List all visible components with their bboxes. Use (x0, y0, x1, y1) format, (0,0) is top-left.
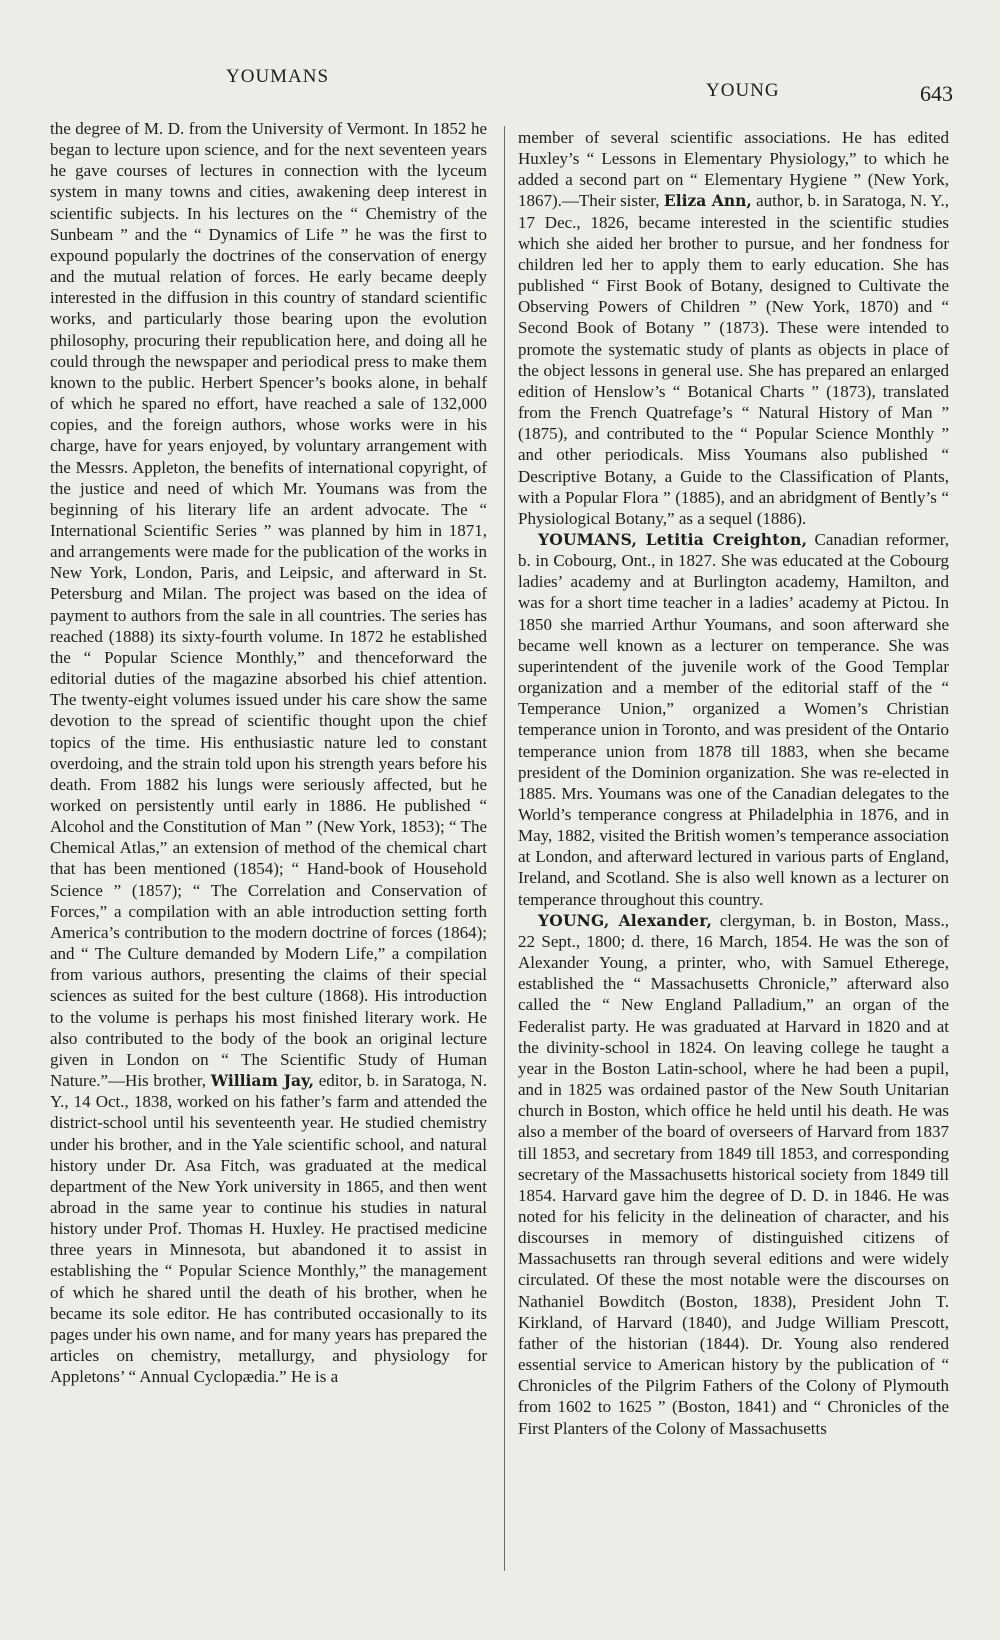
entry-text: author, b. in Saratoga, N. Y., 17 Dec., 1826, became interested in the scientific studies which she aided her brother to pursue, and her fondness for children led her to apply them to early education. She has published “ First Book of Botany, designed to Cultivate the Observing Powers of Children ” (New York, 1870) and “ Second Book of Botany ” (1873). These were intended to promote the systematic study of plants as objects in place of the object lessons in general use. She has prepared an enlarged edition of Henslow’s “ Botanical Charts ” (1873), translated from the French Quatrefage’s “ Natural History of Man ” (1875), and contributed to the “ Popular Science Monthly ” and other periodicals. Miss Youmans also published “ Descriptive Botany, a Guide to the Classification of Plants, with a Popular Flora ” (1885), and an abridgment of Bently’s “ Physiological Botany,” as a sequel (1886). (518, 191, 949, 528)
entry-text: member of several scientific associations. He has edited Huxley’s “ Lessons in Elementary Physiology,” to which he added a second part on “ Elementary Hygiene ” (New York, 1867).—Their sister, (518, 128, 949, 211)
entry-headword: YOUNG, Alexander, (538, 910, 713, 930)
running-head-right: YOUNG (706, 80, 780, 101)
page-header (0, 66, 1000, 106)
entry-text: the degree of M. D. from the University of Vermont. In 1852 he began to lecture upon science, and for the next seventeen years he gave courses of lectures in connection with the lyceum system in many towns and cities, awakening deep interest in scientific subjects. In his lectures on the “ Chemistry of the Sunbeam ” and the “ Dynamics of Life ” he was the first to expound popularly the doctrines of the conservation of energy and the mutual relation of forces. He early became deeply interested in the diffusion in this country of standard scientific works, and particularly those bearing upon the evolution philosophy, procuring their republication here, and doing all he could through the newspaper and periodical press to make them known to the public. Herbert Spencer’s books alone, in behalf of which he spared no effort, have reached a sale of 132,000 copies, and the foreign authors, whose works were in his charge, have for years enjoyed, by voluntary arrangement with the Messrs. Appleton, the benefits of international copyright, of the justice and need of which Mr. Youmans was from the beginning of his literary life an ardent advocate. The “ International Scientific Series ” was planned by him in 1871, and arrangements were made for the publication of the works in New York, London, Paris, and Leipsic, and afterward in St. Petersburg and Milan. The project was based on the idea of payment to authors from the sale in all countries. The series has reached (1888) its sixty-fourth volume. In 1872 he established the “ Popular Science Monthly,” and thenceforward the editorial duties of the magazine absorbed his chief attention. The twenty-eight volumes issued under his care show the same devotion to the spread of scientific thought upon the chief topics of the time. His enthusiastic nature led to constant overdoing, and the strain told upon his strength years before his death. From 1882 his lungs were seriously affected, but he worked on persistently until early in 1886. He published “ Alcohol and the Constitution of Man ” (New York, 1853); “ The Chemical Atlas,” an extension of method of the chemical chart that has been mentioned (1854); “ Hand-book of Household Science ” (1857); “ The Correlation and Conservation of Forces,” a compilation with an able introduction setting forth America’s contribution to the modern doctrine of forces (1864); and “ The Culture demanded by Modern Life,” a compilation from various authors, presenting the claims of their special sciences as suited for the best culture (1868). His introduction to the volume is perhaps his most finished literary work. He also contributed to the body of the book an original lecture given in London on “ The Scientific Study of Human Nature.”—His brother, (50, 119, 487, 1091)
entry-name-william-jay: William Jay, (210, 1071, 315, 1091)
column-divider (504, 126, 505, 1571)
entry-youmans-letitia (518, 529, 949, 910)
left-column (50, 118, 487, 1387)
page-number: 643 (920, 81, 953, 106)
entry-young-alexander (518, 910, 949, 1439)
right-column (518, 127, 949, 1439)
running-head-left: YOUMANS (226, 66, 330, 87)
entry-youmans-edward-continued (50, 118, 487, 1387)
entry-headword: YOUMANS, Letitia Creighton, (538, 529, 808, 549)
entry-text: Canadian reformer, b. in Cobourg, Ont., in 1827. She was educated at the Cobourg ladies’ academy and at Burlington academy, Hamilton, and was for a short time teacher in a ladies’ academy at Pictou. In 1850 she married Arthur Youmans, and soon afterward she became well known as a lecturer on temperance. She was superintendent of the juvenile work of the Good Templar organization and a member of the editorial staff of the “ Temperance Union,” organized a Women’s Christian temperance union in Toronto, and was president of the Ontario temperance union from 1878 till 1883, when she became president of the Dominion organization. She was re-elected in 1885. Mrs. Youmans was one of the Canadian delegates to the World’s temperance congress at Philadelphia in 1876, and in May, 1882, visited the British women’s temperance association at London, and afterward lectured in various parts of England, Ireland, and Scotland. She is also well known as a lecturer on temperance throughout this country. (518, 529, 949, 909)
entry-text: clergyman, b. in Boston, Mass., 22 Sept., 1800; d. there, 16 March, 1854. He was the son of Alexander Young, a printer, who, with Samuel Etherege, established the “ Massachusetts Chronicle,” afterward also called the “ New England Palladium,” an organ of the Federalist party. He was graduated at Harvard in 1820 and at the divinity-school in 1824. On leaving college he taught a year in the Boston Latin-school, where he had been a pupil, and in 1825 was ordained pastor of the New South Unitarian church in Boston, which office he held until his death. He was also a member of the board of overseers of Harvard from 1837 till 1853, and secretary from 1849 till 1853, and corresponding secretary of the Massachusetts historical society from 1849 till 1854. Harvard gave him the degree of D. D. in 1846. He was noted for his felicity in the delineation of character, and his discourses in memory of distinguished citizens of Massachusetts ran through several editions and were widely circulated. Of these the most notable were the discourses on Nathaniel Bowditch (Boston, 1838), President John T. Kirkland, of Harvard (1840), and Judge William Prescott, father of the historian (1844). Dr. Young also rendered essential service to American history by the publication of “ Chronicles of the Pilgrim Fathers of the Colony of Plymouth from 1602 to 1625 ” (Boston, 1841) and “ Chronicles of the First Planters of the Colony of Massachusetts (518, 910, 950, 1438)
entry-text: editor, b. in Saratoga, N. Y., 14 Oct., 1838, worked on his father’s farm and attended the district-school until his seventeenth year. He studied chemistry under his brother, and in the Yale scientific school, and natural history under Dr. Asa Fitch, was graduated at the medical department of the New York university in 1865, and then went abroad in the same year to continue his studies in natural history under Prof. Thomas H. Huxley. He practised medicine three years in Minnesota, but abandoned it to assist in establishing the “ Popular Science Monthly,” the management of which he shared until the death of his brother, when he became its sole editor. He has contributed occasionally to its pages under his own name, and for many years has prepared the articles on chemistry, metallurgy, and physiology for Appletons’ “ Annual Cyclopædia.” He is a (50, 1071, 487, 1387)
entry-name-eliza-ann: Eliza Ann, (663, 191, 752, 211)
entry-youmans-william-continued (518, 127, 949, 529)
